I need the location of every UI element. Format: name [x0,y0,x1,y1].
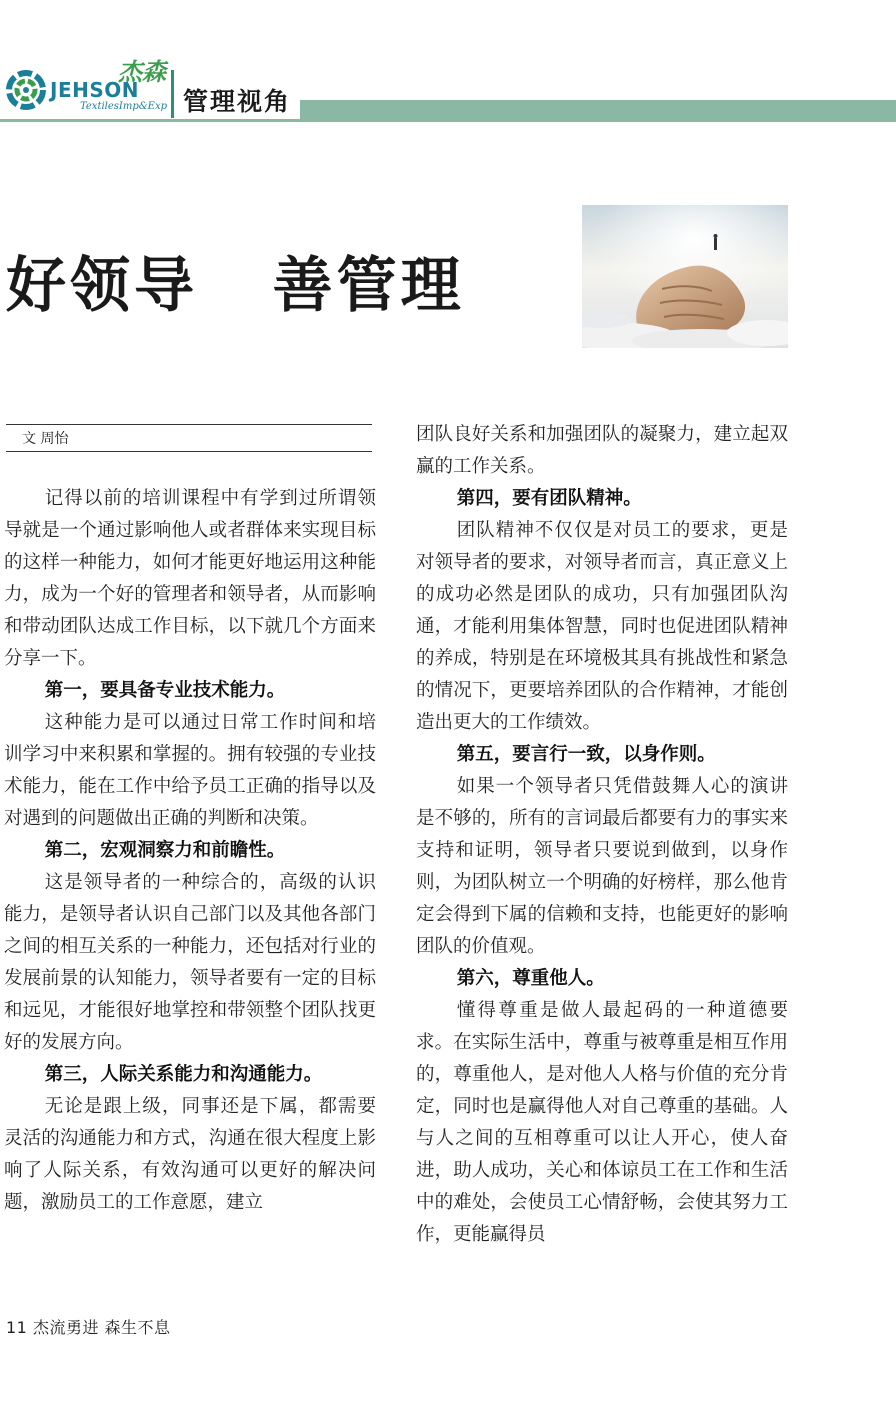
article-column-left [4,483,376,1219]
hand-on-clouds-photo [582,205,788,348]
author-top-rule [6,424,372,425]
page-footer: 11 杰流勇进 森生不息 [6,1318,171,1337]
section-heading: 第三，人际关系能力和沟通能力。 [44,1064,323,1085]
header-rule [0,119,896,122]
paragraph: 团队精神不仅仅是对员工的要求，更是对领导者的要求，对领导者而言，真正意义上的成功必然是团队的成功，只有加强团队沟通，才能利用集体智慧，同时也促进团队精神的养成，特别是在环境极其具有挑战性和紧急的情况下，更要培养团队的合作精神，才能创造出更大的工作绩效。 [416,520,788,733]
section-heading: 第六，尊重他人。 [456,968,605,989]
logo-wordmark: JEHSON [50,78,139,102]
logo-chinese: 杰森 [118,57,166,86]
logo-subtitle: TextilesImp&Exp [80,101,167,112]
paragraph: 无论是跟上级，同事还是下属，都需要灵活的沟通能力和方式，沟通在很大程度上影响了人际关系，有效沟通可以更好的解决问题，激励员工的工作意愿，建立 [4,1096,376,1213]
section-heading: 第五，要言行一致，以身作则。 [456,744,716,765]
paragraph: 如果一个领导者只凭借鼓舞人心的演讲是不够的，所有的言词最后都要有力的事实来支持和证明，领导者只要说到做到，以身作则，为团队树立一个明确的好榜样，那么他肯定会得到下属的信赖和支持，也能更好的影响团队的价值观。 [416,776,788,957]
paragraph: 这种能力是可以通过日常工作时间和培训学习中来积累和掌握的。拥有较强的专业技术能力，能在工作中给予员工正确的指导以及对遇到的问题做出正确的判断和决策。 [4,712,376,829]
section-heading: 第二，宏观洞察力和前瞻性。 [44,840,286,861]
paragraph: 这是领导者的一种综合的，高级的认识能力，是领导者认识自己部门以及其他各部门之间的相互关系的一种能力，还包括对行业的发展前景的认知能力，领导者要有一定的目标和远见，才能很好地掌控和带领整个团队找更好的发展方向。 [4,872,376,1053]
paragraph: 记得以前的培训课程中有学到过所谓领导就是一个通过影响他人或者群体来实现目标的这样一种能力，如何才能更好地运用这种能力，成为一个好的管理者和领导者，从而影响和带动团队达成工作目标，以下就几个方面来分享一下。 [4,488,376,669]
logo-icon [6,70,46,110]
section-title: 管理视角 [183,87,292,116]
article-title: 好领导 善管理 [6,251,465,321]
author-bottom-rule [6,451,372,452]
article-column-right [416,419,788,1251]
section-heading: 第一，要具备专业技术能力。 [44,680,286,701]
paragraph: 懂得尊重是做人最起码的一种道德要求。在实际生活中，尊重与被尊重是相互作用的，尊重他人，是对他人人格与价值的充分肯定，同时也是赢得他人对自己尊重的基础。人与人之间的互相尊重可以让人开心，使人奋进，助人成功，关心和体谅员工在工作和生活中的难处，会使员工心情舒畅，会使其努力工作，更能赢得员 [416,1000,788,1245]
section-heading: 第四，要有团队精神。 [456,488,642,509]
paragraph: 团队良好关系和加强团队的凝聚力，建立起双赢的工作关系。 [416,424,788,477]
header-divider [171,70,174,118]
author-byline: 文 周怡 [22,431,69,447]
